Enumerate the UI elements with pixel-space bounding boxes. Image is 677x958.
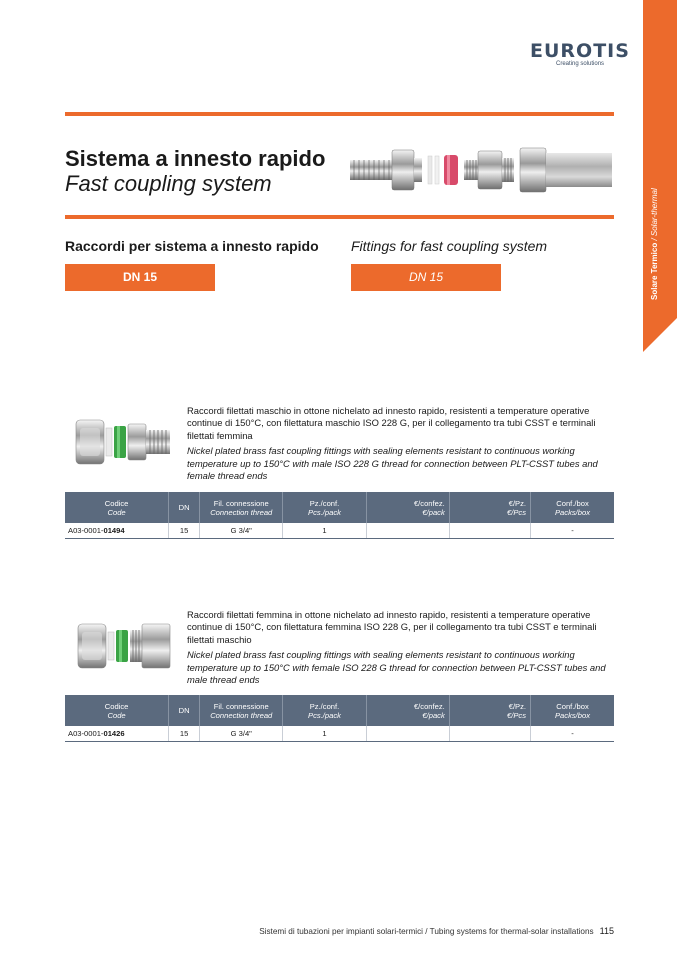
side-tab-label-it: Solare Termico xyxy=(650,242,659,300)
page-footer xyxy=(160,926,614,936)
brand-tagline: Creating solutions xyxy=(556,61,605,67)
dn-badge-en: DN 15 xyxy=(351,264,501,291)
col-dn: DN xyxy=(169,492,200,523)
product-2-description xyxy=(187,609,607,686)
col-pack: Pz./conf. Pcs./pack xyxy=(283,492,366,523)
cell-pack: 1 xyxy=(283,523,366,539)
col-pack: Pz./conf. Pcs./pack xyxy=(283,695,366,726)
cell-code: A03-0001-01426 xyxy=(65,726,169,742)
table-header-row xyxy=(65,492,614,523)
product-1-table xyxy=(65,492,614,539)
cell-price-pack xyxy=(366,726,449,742)
col-thread: Fil. connessione Connection thread xyxy=(200,695,283,726)
col-price-pc: €/Pz. €/Pcs xyxy=(449,492,530,523)
cell-price-pc xyxy=(449,523,530,539)
table-header-row xyxy=(65,695,614,726)
top-rule xyxy=(65,112,614,116)
footer-text: Sistemi di tubazioni per impianti solari-termici / Tubing systems for thermal-solar installations xyxy=(259,927,594,936)
product-2-table xyxy=(65,695,614,742)
cell-code: A03-0001-01494 xyxy=(65,523,169,539)
cell-dn: 15 xyxy=(169,523,200,539)
section-subtitle-en: Fittings for fast coupling system xyxy=(351,238,548,254)
page-title-en: Fast coupling system xyxy=(65,171,272,196)
col-box: Conf./box Packs/box xyxy=(531,695,614,726)
product-1-desc-en: Nickel plated brass fast coupling fittings with sealing elements resistant to continuous working temperature up to 150°C with male ISO 228 G thread for connection between PLT-CSST tubes and female thread ends xyxy=(187,445,598,482)
side-tab-arrow xyxy=(643,318,677,352)
cell-price-pc xyxy=(449,726,530,742)
male-fitting-image xyxy=(72,414,176,470)
female-fitting-image xyxy=(74,618,174,674)
product-2-desc-en: Nickel plated brass fast coupling fittings with sealing elements resistant to continuous working temperature up to 150°C with female ISO 228 G thread for connection between PLT-CSST tubes and male thread ends xyxy=(187,649,606,686)
side-tab-label xyxy=(643,188,677,310)
col-box: Conf./box Packs/box xyxy=(531,492,614,523)
cell-pack: 1 xyxy=(283,726,366,742)
table-row xyxy=(65,523,614,539)
side-tab-label-en: / Solar-thermal xyxy=(650,188,659,241)
dn-badge-it: DN 15 xyxy=(65,264,215,291)
cell-box: - xyxy=(531,523,614,539)
product-1-desc-it: Raccordi filettati maschio in ottone nichelato ad innesto rapido, resistenti a temperature operative continue di 150°C, con filettatura maschio ISO 228 G, per il collegamento tra tubi CSST e terminali filettati femmina xyxy=(187,405,596,441)
page-number: 115 xyxy=(599,926,614,936)
product-2-desc-it: Raccordi filettati femmina in ottone nichelato ad innesto rapido, resistenti a temperature operative continue di 150°C, con filettatura femmina ISO 228 G, per il collegamento tra tubi CSST e terminali filettati maschio xyxy=(187,609,597,645)
section-rule xyxy=(65,215,614,219)
col-thread: Fil. connessione Connection thread xyxy=(200,492,283,523)
brand-logo xyxy=(530,40,630,62)
col-dn: DN xyxy=(169,695,200,726)
col-code: Codice Code xyxy=(65,695,169,726)
cell-thread: G 3/4" xyxy=(200,726,283,742)
col-code: Codice Code xyxy=(65,492,169,523)
col-price-pack: €/confez. €/pack xyxy=(366,492,449,523)
brand-name: EUROTIS xyxy=(530,40,630,62)
cell-box: - xyxy=(531,726,614,742)
table-row xyxy=(65,726,614,742)
col-price-pc: €/Pz. €/Pcs xyxy=(449,695,530,726)
cell-dn: 15 xyxy=(169,726,200,742)
cell-price-pack xyxy=(366,523,449,539)
page-title-it: Sistema a innesto rapido xyxy=(65,146,326,171)
fast-coupling-assembly-image xyxy=(348,140,614,202)
cell-thread: G 3/4" xyxy=(200,523,283,539)
col-price-pack: €/confez. €/pack xyxy=(366,695,449,726)
section-subtitle-it: Raccordi per sistema a innesto rapido xyxy=(65,238,319,254)
product-1-description xyxy=(187,405,607,482)
